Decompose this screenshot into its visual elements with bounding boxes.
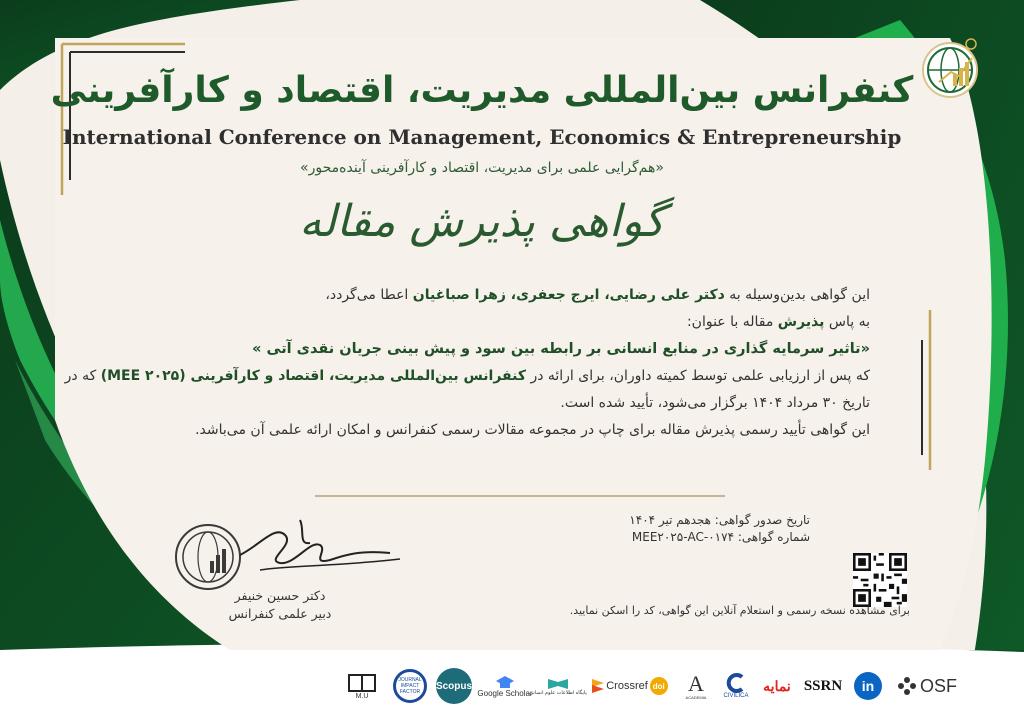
article-title: «تاثیر سرمایه گذاری در منابع انسانی بر رابطه بین سود و پیش بینی جریان نقدی آتی » xyxy=(252,341,870,357)
open-book-icon xyxy=(547,676,569,690)
qr-code[interactable] xyxy=(853,553,907,607)
ssrn-logo: SSRN xyxy=(803,677,843,694)
mu-logo: M.U xyxy=(340,670,384,702)
signature-stamp xyxy=(160,515,410,595)
conference-title-en: International Conference on Management, Economics & Entrepreneurship xyxy=(62,125,902,149)
scopus-logo: Scopus xyxy=(436,668,472,704)
noormags-logo: نمایه xyxy=(763,677,791,694)
scan-note: برای مشاهده نسخه رسمی و استعلام آنلاین این گواهی، کد را اسکن نمایید. xyxy=(569,604,910,617)
body-line-2: به پاس پذیرش مقاله با عنوان: xyxy=(686,314,870,330)
certificate-heading: گواهی پذیرش مقاله xyxy=(299,196,665,247)
conference-subtitle: «هم‌گرایی علمی برای مدیریت، اقتصاد و کارآفرینی آینده‌محور» xyxy=(300,160,664,176)
body-line-6: این گواهی تأیید رسمی پذیرش مقاله برای چاپ در مجموعه مقالات رسمی کنفرانس و امکان ارائه علمی آن می‌باشد. xyxy=(195,422,870,438)
certificate-number: شماره گواهی: MEE۲۰۲۵-AC-۰۱۷۴ xyxy=(631,530,810,544)
signatory-role: دبیر علمی کنفرانس xyxy=(228,606,332,621)
crossref-logo: Crossref doi xyxy=(587,670,673,702)
civilica-icon xyxy=(726,673,746,693)
academia-logo: A ACADEMIA xyxy=(685,670,707,700)
conference-title-fa: کنفرانس بین‌المللی مدیریت، اقتصاد و کارآفرینی xyxy=(50,70,914,111)
osf-logo: OSF xyxy=(891,670,963,702)
civilica-logo: CIVILICA xyxy=(719,670,753,702)
jif-logo: JOURNAL IMPACT FACTOR xyxy=(393,669,427,703)
book-icon xyxy=(347,673,377,693)
body-line-4: که پس از ارزیابی علمی توسط کمیته داوران، برای ارائه در کنفرانس بین‌المللی مدیریت، اقتصاد و کارآفرینی (MEE ۲۰۲۵) که در xyxy=(64,368,870,384)
graduation-cap-icon xyxy=(495,675,515,689)
google-scholar-logo: Google Scholar xyxy=(481,670,529,702)
osf-icon xyxy=(897,676,917,696)
certificate-meta xyxy=(620,512,810,546)
body-line-1: این گواهی بدین‌وسیله به دکتر علی رضایی، ایرج جعفری، زهرا صباغیان اعطا می‌گردد، xyxy=(325,287,870,303)
certificate-body xyxy=(64,282,870,444)
indexer-logos xyxy=(340,666,963,706)
crossref-icon xyxy=(592,679,604,693)
ensani-logo: پایگاه اطلاعات علوم انسانی xyxy=(538,670,578,702)
linkedin-logo: in xyxy=(854,672,882,700)
authors: دکتر علی رضایی، ایرج جعفری، زهرا صباغیان xyxy=(412,287,725,303)
issue-date: تاریخ صدور گواهی: هجدهم تیر ۱۴۰۴ xyxy=(629,513,810,527)
signatory-name: دکتر حسین خنیفر xyxy=(234,588,326,603)
divider-line xyxy=(315,495,725,497)
body-line-5: تاریخ ۳۰ مرداد ۱۴۰۴ برگزار می‌شود، تأیید شده است. xyxy=(560,395,870,411)
